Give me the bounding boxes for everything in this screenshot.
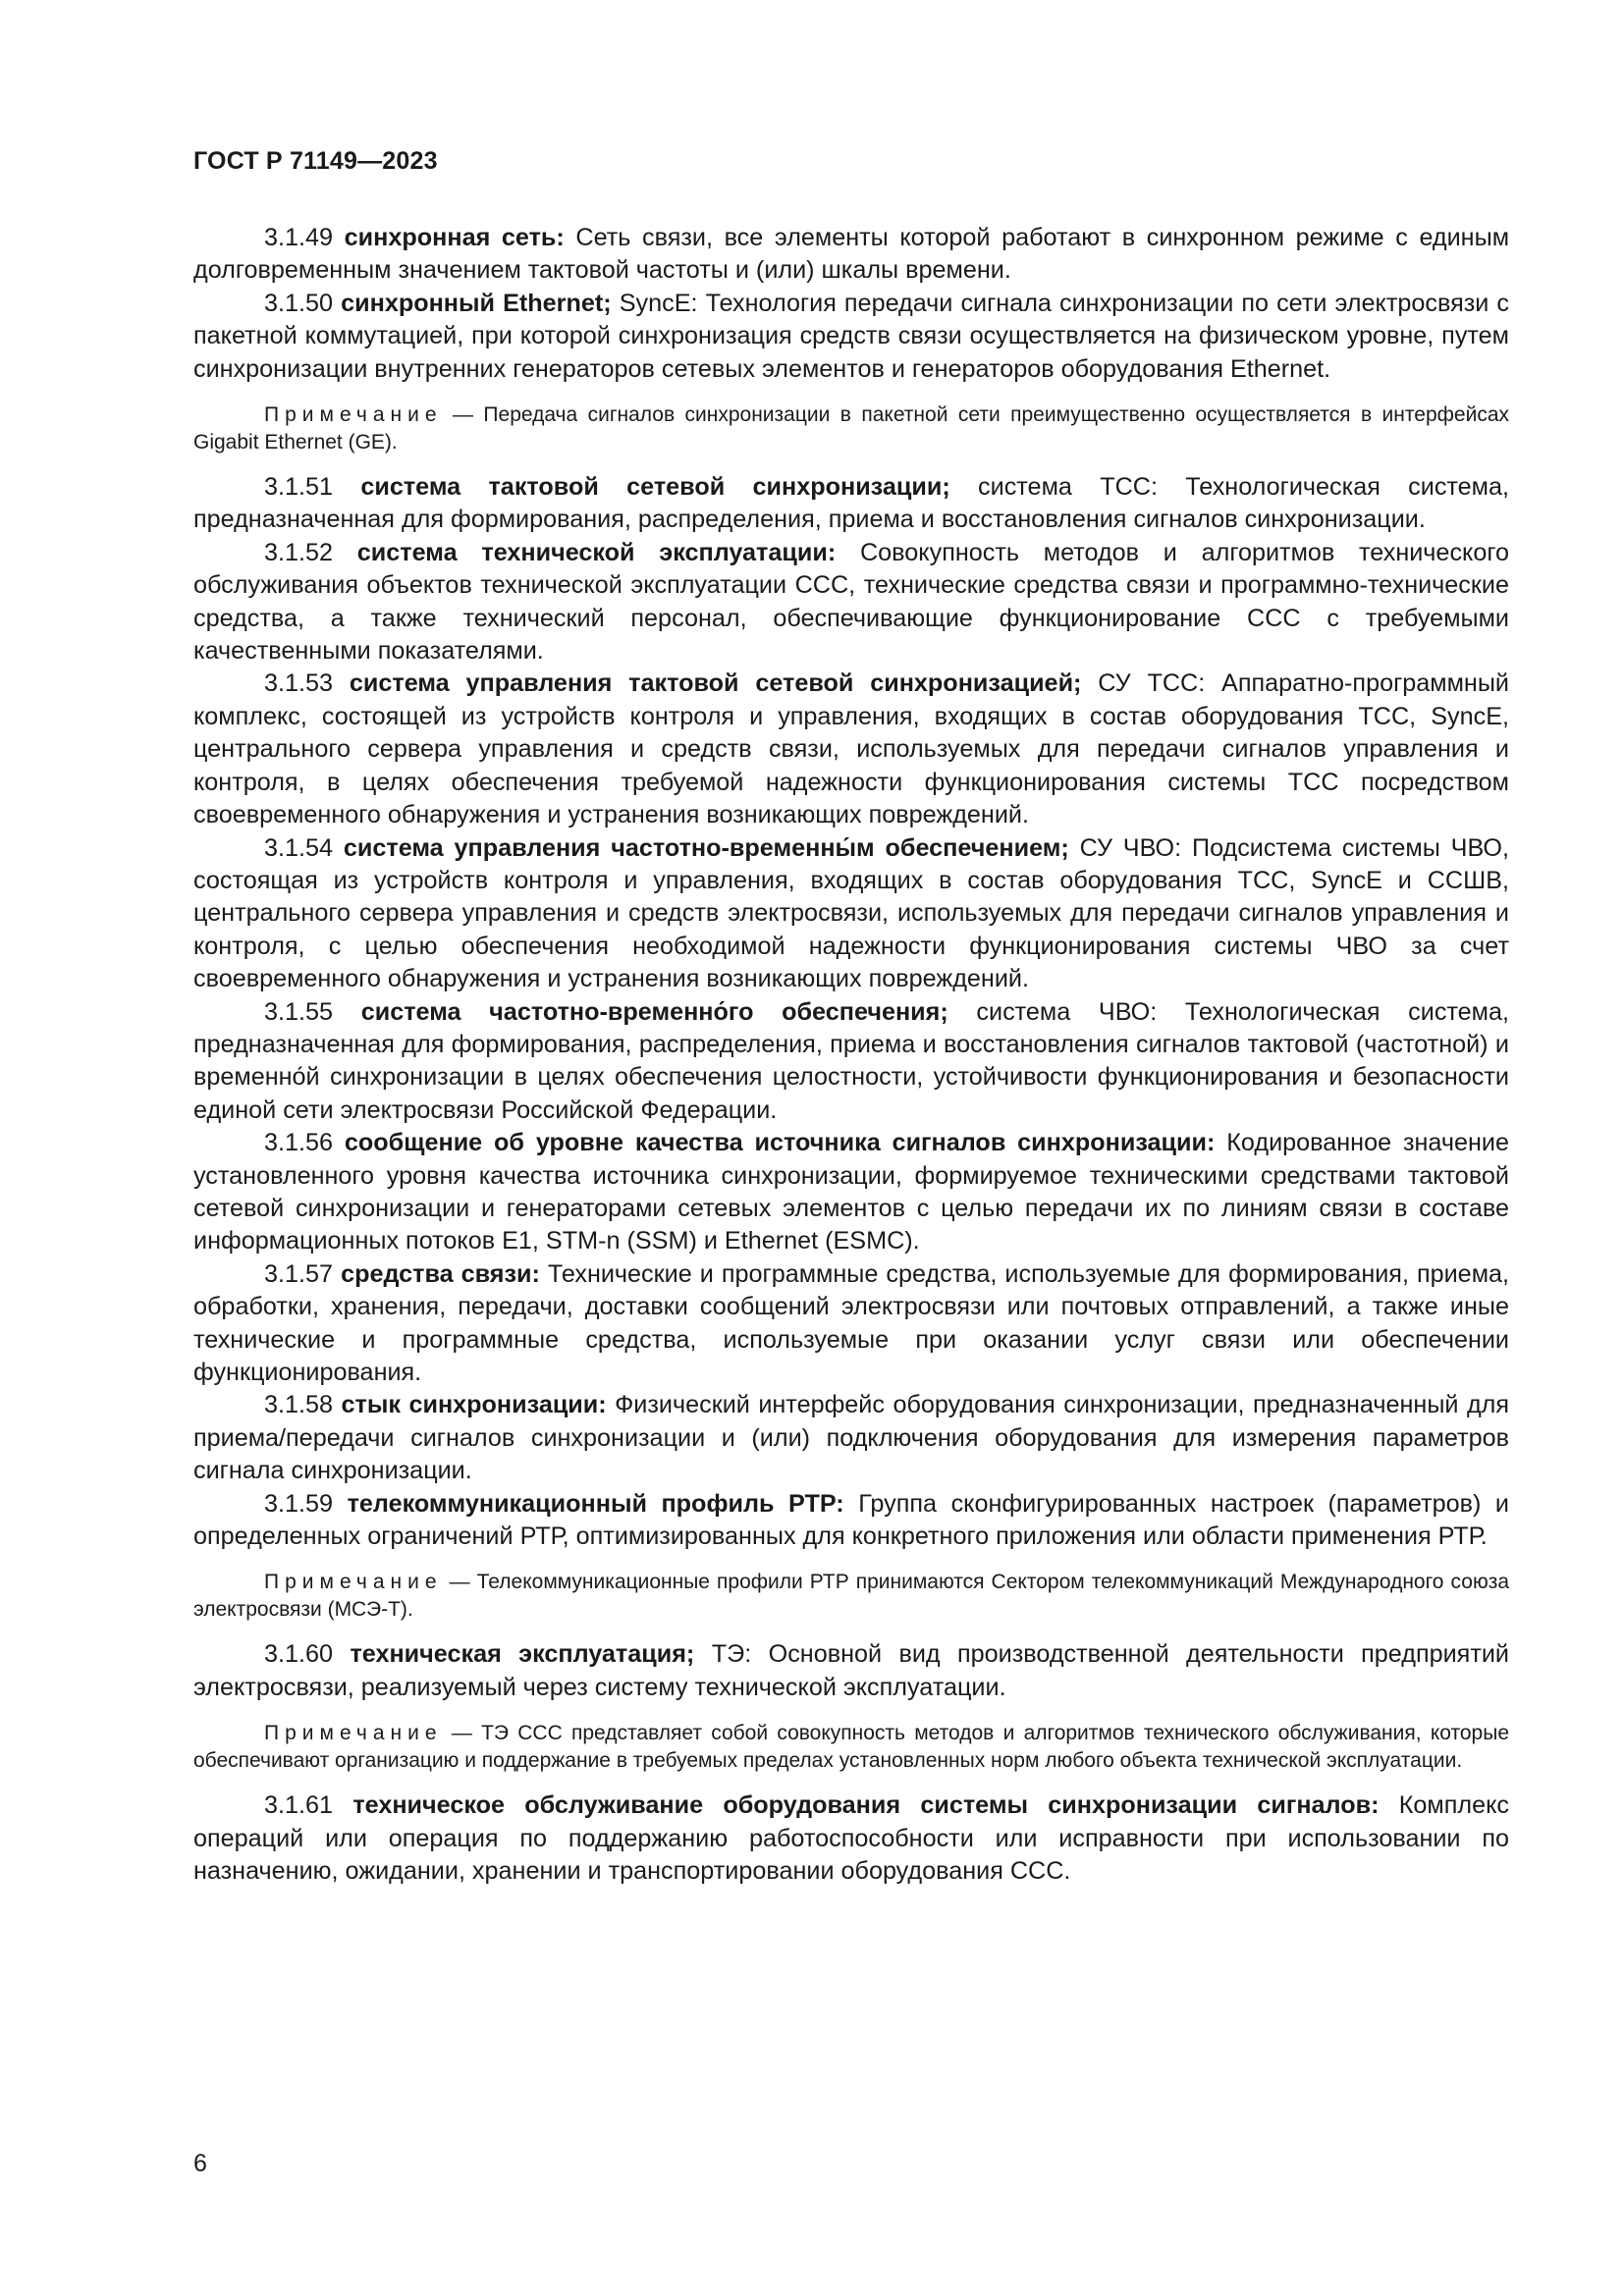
document-body: [193, 222, 1509, 1888]
entry-definition: SyncE: Технология передачи сигнала синхронизации по сети электросвязи с пакетной коммутацией, при которой синхронизация средств связи осуществляется на физическом уровне, путем синхронизации внутренних генераторов сетевых элементов и генераторов оборудования Ethernet.: [193, 289, 1509, 383]
entry-term: телекоммуникационный профиль РТР:: [347, 1489, 844, 1518]
entry-term: синхронный Ethernet;: [341, 289, 612, 317]
entry-number: 3.1.61: [264, 1791, 334, 1820]
entry-term: техническое обслуживание оборудования системы синхронизации сигналов:: [352, 1791, 1380, 1820]
definition-entry: [193, 222, 1509, 288]
entry-term: система управления тактовой сетевой синхронизацией;: [349, 669, 1082, 698]
entry-term: средства связи:: [341, 1259, 540, 1288]
note-text: — Передача сигналов синхронизации в пакетной сети преимущественно осуществляется в интерфейсах Gigabit Ethernet (GE).: [193, 403, 1509, 454]
entry-number: 3.1.56: [264, 1129, 334, 1157]
definition-entry: [193, 1488, 1509, 1554]
entry-definition: СУ ЧВО: Подсистема системы ЧВО, состоящая из устройств контроля и управления, входящих в состав оборудования ТСС, SyncE и ССШВ, центрального сервера управления и средств электросвязи, используемых для передачи сигналов управления и контроля, с целью обеспечения необходимой надежности функционирования системы ЧВО за счет своевременного обнаружения и устранения возникающих повреждений.: [193, 833, 1510, 993]
entry-term: система частотно-временно́го обеспечения;: [360, 997, 948, 1026]
definition-entry: [193, 1389, 1509, 1487]
definition-entry: [193, 1258, 1509, 1390]
note-label: Примечание: [264, 1571, 443, 1594]
entry-definition: Кодированное значение установленного уровня качества источника синхронизации, формируемое техническими средствами тактовой сетевой синхронизации и генераторами сетевых элементов с целью передачи их по линиям связи в составе информационных потоков E1, STM-n (SSM) и Ethernet (ESMC).: [193, 1129, 1509, 1255]
entry-number: 3.1.52: [264, 538, 334, 566]
entry-term: система управления частотно-временны́м обеспечением;: [343, 833, 1069, 862]
entry-term: сообщение об уровне качества источника сигналов синхронизации:: [344, 1129, 1216, 1157]
entry-definition: Физический интерфейс оборудования синхронизации, предназначенный для приема/передачи сигналов синхронизации и (или) подключения оборудования для измерения параметров сигнала синхронизации.: [193, 1391, 1509, 1485]
definition-entry: [193, 1638, 1509, 1704]
definition-entry: [193, 1127, 1509, 1258]
entry-definition: ТЭ: Основной вид производственной деятельности предприятий электросвязи, реализуемый через систему технической эксплуатации.: [193, 1640, 1509, 1701]
entry-number: 3.1.59: [264, 1489, 334, 1518]
definition-entry: [193, 288, 1509, 386]
note-label: Примечание: [264, 403, 443, 427]
definition-entry: [193, 667, 1509, 831]
entry-number: 3.1.51: [264, 473, 334, 502]
definition-entry: [193, 996, 1509, 1128]
note-label: Примечание: [264, 1722, 443, 1745]
note-text: — Телекоммуникационные профили РТР принимаются Сектором телекоммуникаций Международного союза электросвязи (МСЭ-Т).: [193, 1571, 1509, 1621]
entry-term: система технической эксплуатации:: [356, 538, 837, 566]
entry-term: стык синхронизации:: [341, 1391, 607, 1419]
entry-definition: Совокупность методов и алгоритмов технического обслуживания объектов технической эксплуатации ССС, технические средства связи и программно-технические средства, а также технический персонал, обеспечивающие функционирование ССС с требуемыми качественными показателями.: [193, 538, 1509, 666]
entry-number: 3.1.50: [264, 289, 334, 317]
entry-number: 3.1.55: [264, 997, 334, 1026]
entry-definition: система ЧВО: Технологическая система, предназначенная для формирования, распределения, приема и восстановления сигналов тактовой (частотной) и временно́й синхронизации в целях обеспечения целостности, устойчивости функционирования и безопасности единой сети электросвязи Российской Федерации.: [193, 997, 1509, 1124]
note: [193, 401, 1509, 455]
entry-definition: Сеть связи, все элементы которой работают в синхронном режиме с единым долговременным значением тактовой частоты и (или) шкалы времени.: [193, 224, 1510, 285]
note-text: — ТЭ ССС представляет собой совокупность методов и алгоритмов технического обслуживания, которые обеспечивают организацию и поддержание в требуемых пределах установленных норм любого объекта технической эксплуатации.: [193, 1722, 1509, 1772]
definition-entry: [193, 1789, 1509, 1888]
document-header: ГОСТ Р 71149—2023: [193, 147, 438, 175]
definition-entry: [193, 537, 1509, 668]
entry-definition: Технические и программные средства, используемые для формирования, приема, обработки, хранения, передачи, доставки сообщений электросвязи или почтовых отправлений, а также иные технические и программные средства, используемые при оказании услуг связи или обеспечении функционирования.: [193, 1259, 1510, 1386]
entry-definition: Комплекс операций или операция по поддержанию работоспособности или исправности при использовании по назначению, ожидании, хранении и транспортировании оборудования ССС.: [193, 1791, 1509, 1886]
entry-number: 3.1.54: [264, 833, 334, 862]
note: [193, 1569, 1509, 1623]
entry-number: 3.1.58: [264, 1391, 334, 1419]
entry-definition: СУ ТСС: Аппаратно-программный комплекс, состоящей из устройств контроля и управления, входящих в состав оборудования ТСС, SyncE, центрального сервера управления и средств связи, используемых для передачи сигналов управления и контроля, в целях обеспечения требуемой надежности функционирования системы ТСС посредством своевременного обнаружения и устранения возникающих повреждений.: [193, 669, 1509, 829]
entry-definition: система ТСС: Технологическая система, предназначенная для формирования, распределения, приема и восстановления сигналов синхронизации.: [193, 473, 1509, 534]
entry-number: 3.1.57: [264, 1259, 334, 1288]
entry-definition: Группа сконфигурированных настроек (параметров) и определенных ограничений РТР, оптимизированных для конкретного приложения или области применения РТР.: [193, 1489, 1509, 1551]
entry-term: техническая эксплуатация;: [350, 1640, 695, 1669]
page-number: 6: [193, 2150, 207, 2177]
entry-number: 3.1.49: [264, 224, 334, 251]
definition-entry: [193, 471, 1509, 537]
note: [193, 1720, 1509, 1774]
entry-number: 3.1.53: [264, 669, 334, 698]
entry-term: система тактовой сетевой синхронизации;: [360, 473, 950, 502]
entry-term: синхронная сеть:: [344, 224, 565, 251]
entry-number: 3.1.60: [264, 1640, 334, 1669]
definition-entry: [193, 832, 1509, 996]
